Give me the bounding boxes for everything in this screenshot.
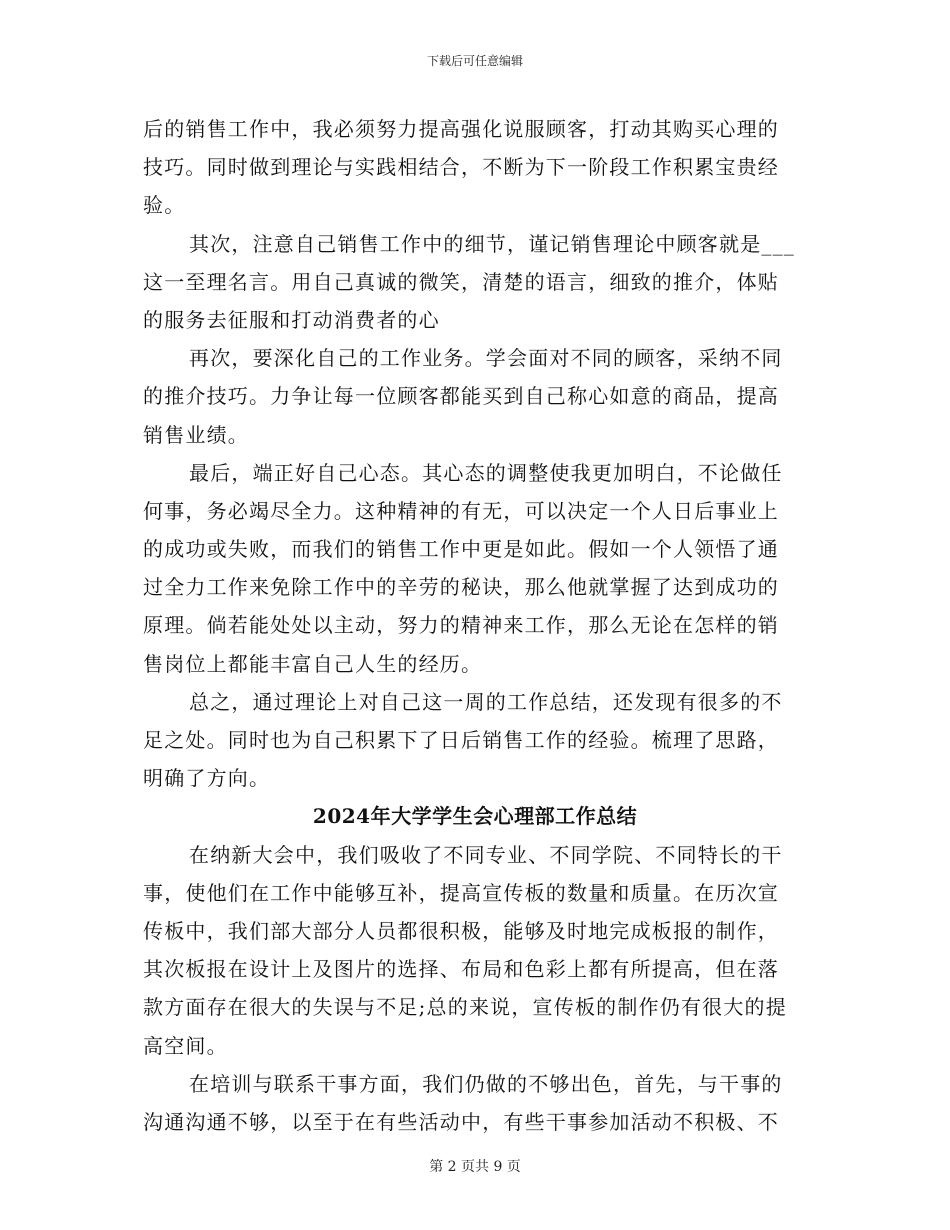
text-line: 明确了方向。 <box>143 766 271 791</box>
text-line: 事，使他们在工作中能够互补，提高宣传板的数量和质量。在历次宣 <box>143 880 779 905</box>
text-line: 后的销售工作中，我必须努力提高强化说服顾客，打动其购买心理的 <box>143 117 779 141</box>
text-line: 款方面存在很大的失误与不足;总的来说，宣传板的制作仍有很大的提 <box>143 995 787 1020</box>
text-line: 高空间。 <box>143 1033 228 1058</box>
text-line: 验。 <box>143 193 186 218</box>
text-line: 足之处。同时也为自己积累下了日后销售工作的经验。梳理了思路， <box>143 728 779 752</box>
text-line: 的成功或失败，而我们的销售工作中更是如此。假如一个人领悟了通 <box>143 537 779 562</box>
page-footer: 第 2 页共 9 页 <box>429 1159 521 1175</box>
text-line: 这一至理名言。用自己真诚的微笑，清楚的语言，细致的推介，体贴 <box>143 269 779 294</box>
document-body <box>143 110 807 1141</box>
text-line: 其次板报在设计上及图片的选择、布局和色彩上都有所提高，但在落 <box>143 957 779 982</box>
text-line: 原理。倘若能处处以主动，努力的精神来工作，那么无论在怎样的销 <box>143 613 779 638</box>
text-line: 传板中，我们部大部分人员都很积极，能够及时地完成板报的制作， <box>143 918 779 943</box>
text-line: 其次，注意自己销售工作中的细节，谨记销售理论中顾客就是___ <box>189 231 795 256</box>
text-line: 销售业绩。 <box>143 422 249 447</box>
text-line: 的推介技巧。力争让每一位顾客都能买到自己称心如意的商品，提高 <box>143 384 779 409</box>
text-line: 技巧。同时做到理论与实践相结合，不断为下一阶段工作积累宝贵经 <box>143 155 779 180</box>
text-line: 何事，务必竭尽全力。这种精神的有无，可以决定一个人日后事业上 <box>143 498 779 523</box>
text-line: 过全力工作来免除工作中的辛劳的秘诀，那么他就掌握了达到成功的 <box>143 575 779 600</box>
text-line: 沟通沟通不够，以至于在有些活动中，有些干事参加活动不积极、不 <box>143 1109 779 1134</box>
text-line: 在培训与联系干事方面，我们仍做的不够出色，首先，与干事的 <box>189 1071 783 1096</box>
text-line: 的服务去征服和打动消费者的心 <box>143 307 440 332</box>
text-line: 售岗位上都能丰富自己人生的经历。 <box>143 651 483 676</box>
section-title: 2024年大学学生会心理部工作总结 <box>312 804 638 829</box>
text-line: 总之，通过理论上对自己这一周的工作总结，还发现有很多的不 <box>189 689 783 714</box>
page-header: 下载后可任意编辑 <box>426 54 523 68</box>
text-line: 最后，端正好自己心态。其心态的调整使我更加明白，不论做任 <box>189 460 783 485</box>
text-line: 再次，要深化自己的工作业务。学会面对不同的顾客，采纳不同 <box>189 346 783 371</box>
text-line: 在纳新大会中，我们吸收了不同专业、不同学院、不同特长的干 <box>189 842 783 867</box>
